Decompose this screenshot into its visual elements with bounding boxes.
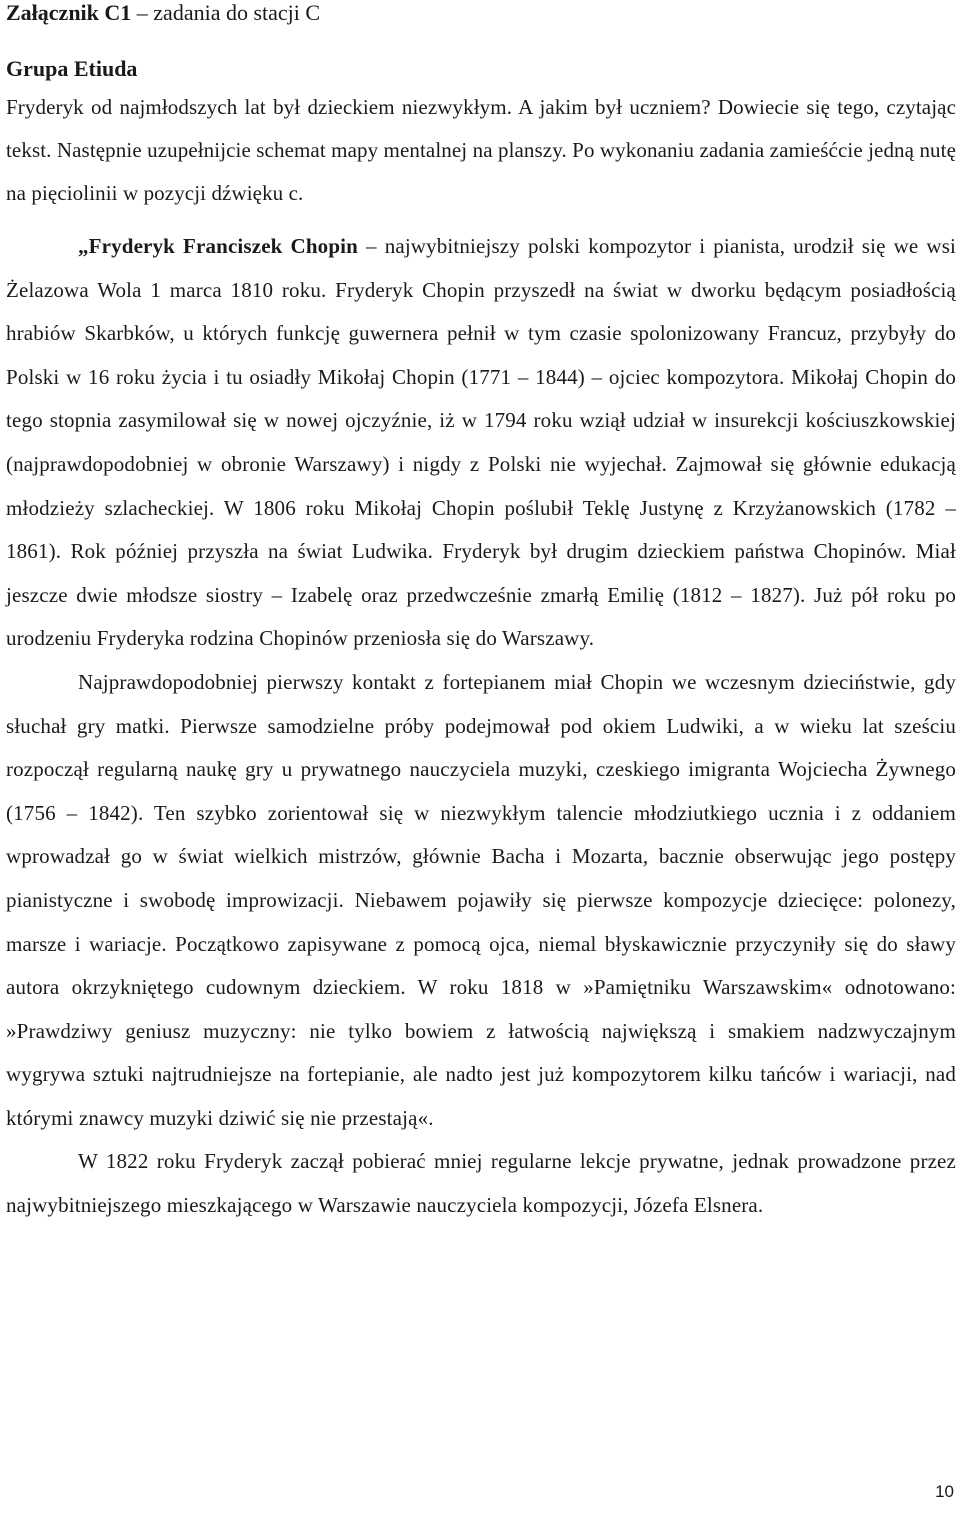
group-title: Grupa Etiuda xyxy=(6,56,138,81)
page-number: 10 xyxy=(935,1482,954,1501)
attachment-heading xyxy=(6,0,956,26)
document-page xyxy=(6,0,956,1228)
attachment-label: Załącznik C1 xyxy=(6,0,132,25)
article-paragraph-1-text: – najwybitniejszy polski kompozytor i pianista, urodził się we wsi Żelazowa Wola 1 marca 1810 roku. Fryderyk Chopin przyszedł na świat w dworku będącym posiadłością hrabiów Skarbków, u których funkcję guwernera pełnił w tym czasie spolonizowany Francuz, przybyły do Polski w 16 roku życia i tu osiadły Mikołaj Chopin (1771 – 1844) – ojciec kompozytora. Mikołaj Chopin do tego stopnia zasymilował się w nowej ojczyźnie, iż w 1794 roku wziął udział w insurekcji kościuszkowskiej (najprawdopodobniej w obronie Warszawy) i nigdy z Polski nie wyjechał. Zajmował się głównie edukacją młodzieży szlacheckiej. W 1806 roku Mikołaj Chopin poślubił Teklę Justynę z Krzyżanowskich (1782 – 1861). Rok później przyszła na świat Ludwika. Fryderyk był drugim dzieckiem państwa Chopinów. Miał jeszcze dwie młodsze siostry – Izabelę oraz przedwcześnie zmarłą Emilię (1812 – 1827). Już pół roku po urodzeniu Fryderyka rodzina Chopinów przeniosła się do Warszawy. xyxy=(6,234,957,651)
task-instructions: Fryderyk od najmłodszych lat był dzieckiem niezwykłym. A jakim był uczniem? Dowiecie się tego, czytając tekst. Następnie uzupełnijcie schemat mapy mentalnej na planszy. Po wykonaniu zadania zamieśćcie jedną nutę na pięciolinii w pozycji dźwięku c. xyxy=(6,95,956,205)
article-paragraph-1 xyxy=(6,225,956,661)
article-paragraph-3: W 1822 roku Fryderyk zaczął pobierać mniej regularne lekcje prywatne, jednak prowadzone przez najwybitniejszego mieszkającego w Warszawie nauczyciela kompozycji, Józefa Elsnera. xyxy=(6,1149,956,1218)
attachment-description: – zadania do stacji C xyxy=(131,0,321,25)
article-paragraph-2: Najprawdopodobniej pierwszy kontakt z fortepianem miał Chopin we wczesnym dzieciństwie, gdy słuchał gry matki. Pierwsze samodzielne próby podejmował pod okiem Ludwiki, a w wieku lat sześciu rozpoczął regularną naukę gry u prywatnego nauczyciela muzyki, czeskiego imigranta Wojciecha Żywnego (1756 – 1842). Ten szybko zorientował się w niezwykłym talencie młodziutkiego ucznia i z oddaniem wprowadzał go w świat wielkich mistrzów, głównie Bacha i Mozarta, bacznie obserwując jego postępy pianistyczne i swobodę improwizacji. Niebawem pojawiły się pierwsze kompozycje dziecięce: polonezy, marsze i wariacje. Początkowo zapisywane z pomocą ojca, niemal błyskawicznie przyczyniły się do sławy autora okrzykniętego cudownym dzieckiem. W roku 1818 w »Pamiętniku Warszawskim« odnotowano: »Prawdziwy geniusz muzyczny: nie tylko bowiem z łatwością największą i smakiem nadzwyczajnym wygrywa sztuki najtrudniejsze na fortepianie, ale nadto jest już kompozytorem kilku tańców i wariacji, nad którymi znawcy muzyki dziwić się nie przestają«. xyxy=(6,669,956,1130)
article-title: „Fryderyk Franciszek Chopin xyxy=(78,234,358,258)
